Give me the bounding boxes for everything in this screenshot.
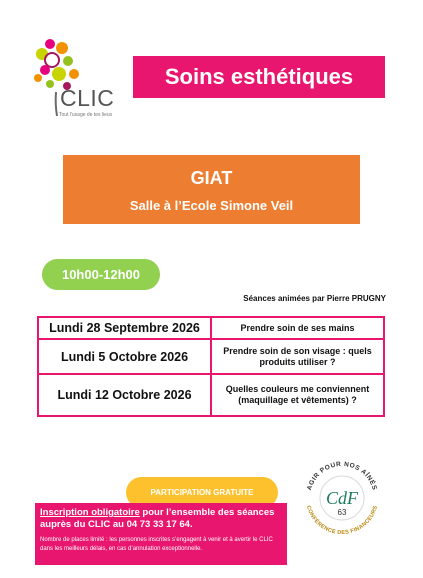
clic-tagline: Tout l'usage de tes lieux	[59, 112, 113, 118]
seal-number: 63	[337, 508, 347, 517]
seal-monogram: CdF	[325, 488, 359, 508]
registration-text	[40, 507, 281, 531]
title-banner	[133, 56, 385, 98]
registration-details: pour l’ensemble des séances auprès du CLIC au 04 73 33 17 64.	[40, 507, 275, 530]
registration-required: Inscription obligatoire	[40, 507, 140, 518]
seal-top-text: AGIR POUR NOS AÎNÉS	[305, 460, 379, 492]
session-topic: Prendre soin de ses mains	[240, 322, 355, 333]
page-title: Soins esthétiques	[164, 64, 354, 89]
free-participation-text: PARTICIPATION GRATUITE	[150, 488, 254, 497]
table-row	[39, 340, 383, 375]
sessions-table	[37, 316, 385, 417]
location-banner	[63, 155, 360, 224]
time-text: 10h00-12h00	[61, 267, 141, 282]
session-date: Lundi 28 Septembre 2026	[39, 318, 212, 338]
session-topic: Prendre soin de son visage : quels produits utiliser ?	[223, 345, 372, 367]
time-badge	[42, 259, 160, 290]
registration-note: Nombre de places limité : les personnes inscrites s’engagent à venir et à avertir le CLIC dans les meilleurs délais, en cas d’annulation exceptionnelle.	[40, 537, 273, 552]
cdf-seal-icon	[296, 452, 388, 544]
session-topic: Quelles couleurs me conviennent (maquillage et vêtements) ?	[225, 384, 370, 405]
table-row	[39, 318, 383, 340]
session-date: Lundi 12 Octobre 2026	[39, 375, 212, 415]
table-row	[39, 375, 383, 415]
session-date: Lundi 5 Octobre 2026	[39, 340, 212, 373]
clic-logo-text: CLIC	[60, 85, 115, 111]
animator-credit: Séances animées par Pierre PRUGNY	[243, 294, 386, 303]
seal-bottom-text: CONFÉRENCE DES FINANCEURS	[304, 504, 380, 537]
location-city: GIAT	[190, 167, 233, 188]
registration-box	[35, 503, 287, 565]
location-venue: Salle à l’Ecole Simone Veil	[129, 197, 294, 213]
